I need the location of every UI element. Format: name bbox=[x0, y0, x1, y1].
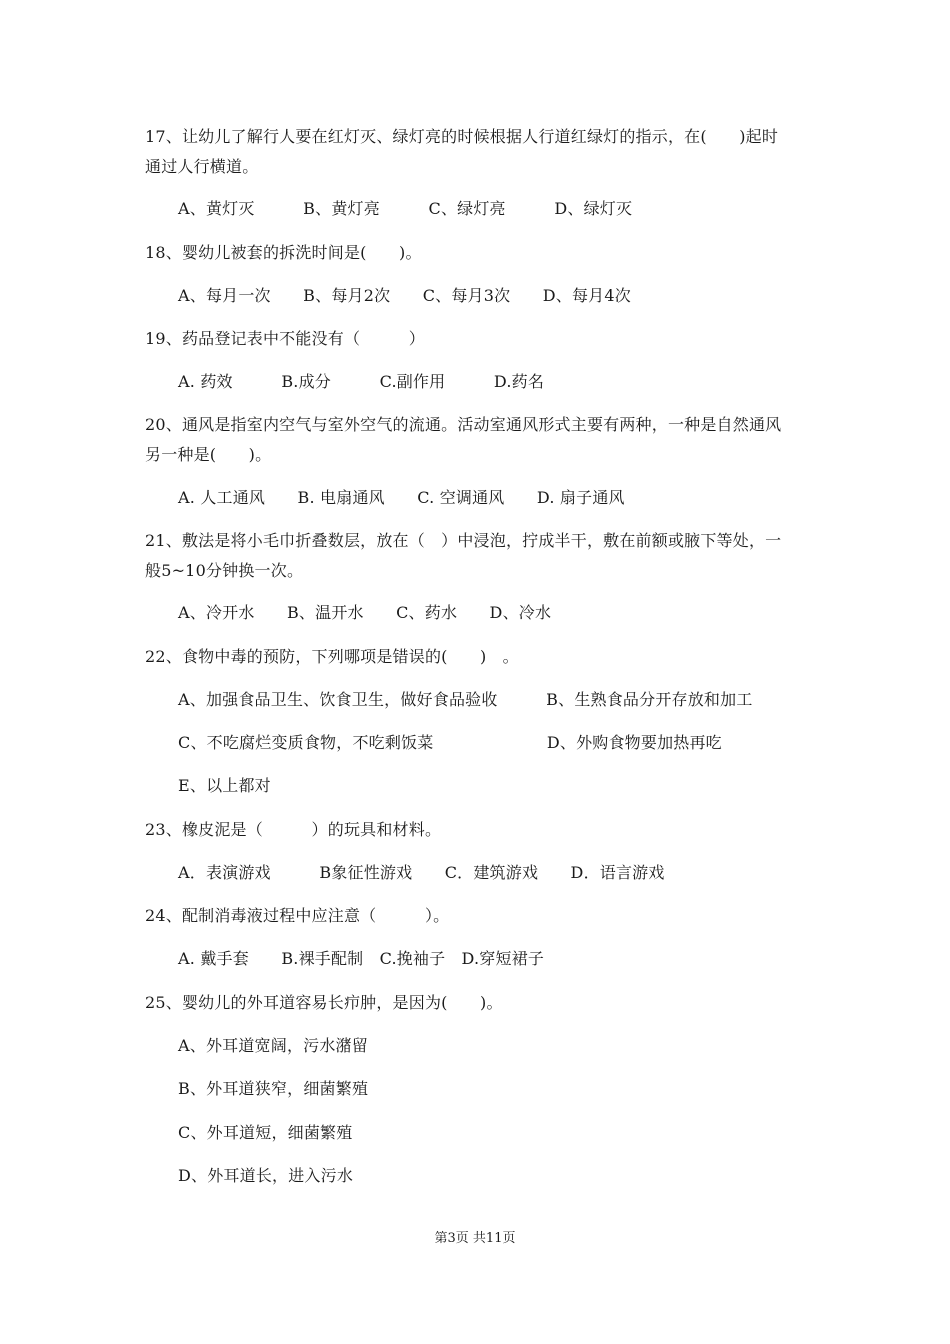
page-number-footer: 第3页 共11页 bbox=[434, 1231, 516, 1246]
question-23-options: A．表演游戏 B象征性游戏 C．建筑游戏 D．语言游戏 bbox=[178, 863, 665, 882]
question-25-option-a: A、外耳道宽阔，污水潴留 bbox=[178, 1036, 368, 1055]
question-19-options: A. 药效 B.成分 C.副作用 D.药名 bbox=[178, 372, 545, 391]
question-21-options: A、冷开水 B、温开水 C、药水 D、冷水 bbox=[178, 603, 552, 622]
question-24-options: A. 戴手套 B.裸手配制 C.挽袖子 D.穿短裙子 bbox=[178, 949, 545, 968]
question-22-options-row-3: E、以上都对 bbox=[178, 776, 271, 795]
question-23-line-1: 23、橡皮泥是（ ）的玩具和材料。 bbox=[145, 820, 442, 839]
question-20-line-1: 20、通风是指室内空气与室外空气的流通。活动室通风形式主要有两种，一种是自然通风 bbox=[145, 415, 782, 434]
question-22-options-row-2: C、不吃腐烂变质食物，不吃剩饭菜 D、外购食物要加热再吃 bbox=[178, 733, 722, 752]
question-17-line-1: 17、让幼儿了解行人要在红灯灭、绿灯亮的时候根据人行道红绿灯的指示，在( )起时 bbox=[145, 127, 779, 146]
question-18-line-1: 18、婴幼儿被套的拆洗时间是( )。 bbox=[145, 243, 422, 262]
question-20-options: A. 人工通风 B. 电扇通风 C. 空调通风 D. 扇子通风 bbox=[178, 488, 625, 507]
question-25-option-b: B、外耳道狭窄，细菌繁殖 bbox=[178, 1079, 369, 1098]
question-19-line-1: 19、药品登记表中不能没有（ ） bbox=[145, 329, 425, 348]
question-25-option-d: D、外耳道长，进入污水 bbox=[178, 1166, 354, 1185]
question-25-line-1: 25、婴幼儿的外耳道容易长疖肿，是因为( )。 bbox=[145, 993, 503, 1012]
question-17-options: A、黄灯灭 B、黄灯亮 C、绿灯亮 D、绿灯灭 bbox=[178, 199, 633, 218]
question-22-options-row-1: A、加强食品卫生、饮食卫生，做好食品验收 B、生熟食品分开存放和加工 bbox=[178, 690, 753, 709]
question-25-option-c: C、外耳道短，细菌繁殖 bbox=[178, 1123, 353, 1142]
question-24-line-1: 24、配制消毒液过程中应注意（ ）。 bbox=[145, 906, 450, 925]
question-21-line-1: 21、敷法是将小毛巾折叠数层，放在（ ）中浸泡，拧成半干，敷在前额或腋下等处，一 bbox=[145, 531, 782, 550]
question-20-line-2: 另一种是( )。 bbox=[145, 445, 272, 464]
question-18-options: A、每月一次 B、每月2次 C、每月3次 D、每月4次 bbox=[178, 286, 631, 305]
question-22-line-1: 22、食物中毒的预防，下列哪项是错误的( ) 。 bbox=[145, 647, 519, 666]
question-17-line-2: 通过人行横道。 bbox=[145, 157, 259, 176]
question-21-line-2: 般5~10分钟换一次。 bbox=[145, 561, 304, 580]
